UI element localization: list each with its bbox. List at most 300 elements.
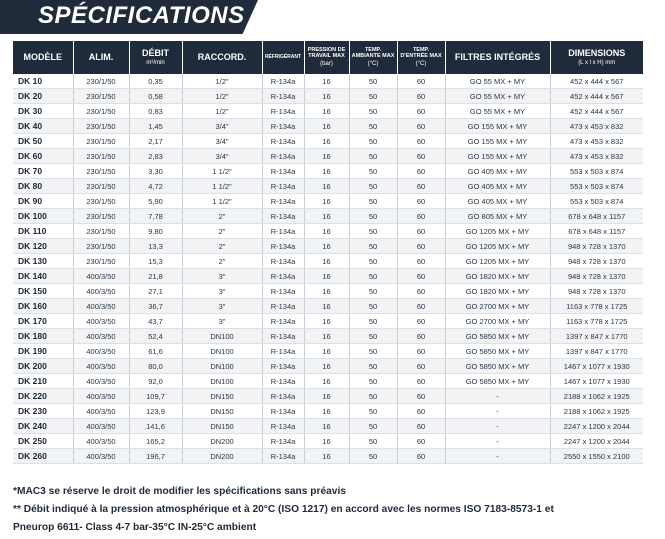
cell-temp-ambiante: 50 [349, 434, 397, 449]
table-row [13, 329, 643, 344]
cell-alim: 230/1/50 [73, 239, 129, 254]
cell-alim: 230/1/50 [73, 119, 129, 134]
table-row [13, 134, 643, 149]
cell-dimensions: 2188 x 1062 x 1925 [550, 389, 643, 404]
cell-model: DK 80 [13, 179, 73, 194]
cell-filtres: GO 155 MX + MY [445, 134, 550, 149]
cell-temp-ambiante: 50 [349, 269, 397, 284]
cell-alim: 400/3/50 [73, 344, 129, 359]
table-row [13, 269, 643, 284]
cell-refrigerant: R-134a [262, 149, 304, 164]
cell-refrigerant: R-134a [262, 449, 304, 464]
cell-refrigerant: R-134a [262, 254, 304, 269]
cell-raccord: 2" [182, 239, 262, 254]
cell-dimensions: 2550 x 1550 x 2100 [550, 449, 643, 464]
cell-temp-ambiante: 50 [349, 374, 397, 389]
cell-model: DK 160 [13, 299, 73, 314]
cell-pression: 16 [304, 434, 349, 449]
cell-temp-entree: 60 [397, 179, 445, 194]
cell-raccord: 2" [182, 224, 262, 239]
cell-temp-ambiante: 50 [349, 134, 397, 149]
table-row [13, 389, 643, 404]
cell-temp-entree: 60 [397, 389, 445, 404]
cell-debit: 5,90 [129, 194, 182, 209]
cell-dimensions: 1163 x 778 x 1725 [550, 299, 643, 314]
cell-raccord: 1 1/2" [182, 164, 262, 179]
header-filtres: FILTRES INTÉGRÉS [445, 41, 550, 74]
cell-raccord: DN100 [182, 344, 262, 359]
table-row [13, 194, 643, 209]
cell-alim: 400/3/50 [73, 404, 129, 419]
cell-model: DK 120 [13, 239, 73, 254]
cell-refrigerant: R-134a [262, 134, 304, 149]
cell-raccord: 2" [182, 209, 262, 224]
cell-debit: 80,0 [129, 359, 182, 374]
cell-dimensions: 473 x 453 x 832 [550, 119, 643, 134]
table-row [13, 149, 643, 164]
cell-filtres: GO 155 MX + MY [445, 119, 550, 134]
cell-refrigerant: R-134a [262, 314, 304, 329]
cell-model: DK 140 [13, 269, 73, 284]
cell-temp-ambiante: 50 [349, 329, 397, 344]
cell-refrigerant: R-134a [262, 359, 304, 374]
header-raccord: RACCORD. [182, 41, 262, 74]
cell-alim: 400/3/50 [73, 419, 129, 434]
cell-pression: 16 [304, 329, 349, 344]
cell-refrigerant: R-134a [262, 329, 304, 344]
header-alim: ALIM. [73, 41, 129, 74]
cell-raccord: 3/4" [182, 149, 262, 164]
cell-debit: 0,83 [129, 104, 182, 119]
table-row [13, 314, 643, 329]
table-header-row [13, 41, 643, 74]
cell-pression: 16 [304, 134, 349, 149]
cell-model: DK 200 [13, 359, 73, 374]
cell-temp-ambiante: 50 [349, 89, 397, 104]
cell-temp-entree: 60 [397, 134, 445, 149]
cell-pression: 16 [304, 164, 349, 179]
cell-model: DK 240 [13, 419, 73, 434]
table-row [13, 404, 643, 419]
cell-temp-entree: 60 [397, 239, 445, 254]
cell-refrigerant: R-134a [262, 209, 304, 224]
cell-filtres: GO 1205 MX + MY [445, 224, 550, 239]
cell-pression: 16 [304, 119, 349, 134]
cell-temp-entree: 60 [397, 269, 445, 284]
cell-model: DK 180 [13, 329, 73, 344]
cell-pression: 16 [304, 149, 349, 164]
table-row [13, 434, 643, 449]
table-row [13, 284, 643, 299]
cell-refrigerant: R-134a [262, 104, 304, 119]
footnotes [13, 483, 653, 537]
cell-temp-entree: 60 [397, 299, 445, 314]
cell-raccord: DN150 [182, 389, 262, 404]
cell-dimensions: 452 x 444 x 567 [550, 104, 643, 119]
cell-temp-entree: 60 [397, 314, 445, 329]
cell-debit: 7,78 [129, 209, 182, 224]
cell-alim: 400/3/50 [73, 314, 129, 329]
cell-dimensions: 1163 x 778 x 1725 [550, 314, 643, 329]
cell-dimensions: 2247 x 1200 x 2044 [550, 434, 643, 449]
cell-filtres: - [445, 389, 550, 404]
cell-alim: 230/1/50 [73, 179, 129, 194]
cell-dimensions: 452 x 444 x 567 [550, 89, 643, 104]
cell-alim: 400/3/50 [73, 449, 129, 464]
cell-pression: 16 [304, 449, 349, 464]
header-pression: PRESSION DE TRAVAIL MAX (bar) [304, 41, 349, 74]
cell-pression: 16 [304, 314, 349, 329]
cell-refrigerant: R-134a [262, 164, 304, 179]
cell-temp-ambiante: 50 [349, 194, 397, 209]
cell-model: DK 60 [13, 149, 73, 164]
cell-refrigerant: R-134a [262, 74, 304, 89]
cell-pression: 16 [304, 74, 349, 89]
cell-temp-entree: 60 [397, 119, 445, 134]
cell-temp-entree: 60 [397, 74, 445, 89]
cell-pression: 16 [304, 179, 349, 194]
cell-temp-ambiante: 50 [349, 179, 397, 194]
cell-filtres: - [445, 449, 550, 464]
cell-refrigerant: R-134a [262, 434, 304, 449]
cell-filtres: GO 1205 MX + MY [445, 239, 550, 254]
cell-filtres: GO 1205 MX + MY [445, 254, 550, 269]
cell-temp-entree: 60 [397, 359, 445, 374]
cell-alim: 400/3/50 [73, 329, 129, 344]
cell-model: DK 30 [13, 104, 73, 119]
cell-raccord: 3" [182, 284, 262, 299]
header-dimensions: DIMENSIONS (L x l x H) mm [550, 41, 643, 74]
cell-pression: 16 [304, 284, 349, 299]
cell-temp-entree: 60 [397, 194, 445, 209]
cell-refrigerant: R-134a [262, 374, 304, 389]
cell-raccord: DN150 [182, 419, 262, 434]
cell-alim: 230/1/50 [73, 149, 129, 164]
cell-model: DK 250 [13, 434, 73, 449]
cell-model: DK 260 [13, 449, 73, 464]
table-row [13, 449, 643, 464]
cell-debit: 9,80 [129, 224, 182, 239]
cell-debit: 1,45 [129, 119, 182, 134]
cell-dimensions: 1397 x 847 x 1770 [550, 329, 643, 344]
header-debit: DÉBIT m³/min [129, 41, 182, 74]
cell-pression: 16 [304, 269, 349, 284]
cell-temp-entree: 60 [397, 329, 445, 344]
cell-temp-ambiante: 50 [349, 74, 397, 89]
cell-filtres: GO 405 MX + MY [445, 164, 550, 179]
cell-dimensions: 948 x 728 x 1370 [550, 239, 643, 254]
cell-debit: 0,35 [129, 74, 182, 89]
cell-alim: 400/3/50 [73, 434, 129, 449]
footnote-flow-conditions: ** Débit indiqué à la pression atmosphérique et à 20°C (ISO 1217) en accord avec les normes ISO 7183-8573-1 et [13, 504, 554, 515]
specifications-table [13, 41, 643, 464]
cell-pression: 16 [304, 359, 349, 374]
table-row [13, 164, 643, 179]
cell-filtres: GO 55 MX + MY [445, 89, 550, 104]
cell-dimensions: 1397 x 847 x 1770 [550, 344, 643, 359]
cell-refrigerant: R-134a [262, 299, 304, 314]
header-temp-entree: TEMP. D'ENTRÉE MAX (°C) [397, 41, 445, 74]
page-title: SPÉCIFICATIONS [38, 2, 245, 29]
cell-raccord: DN100 [182, 359, 262, 374]
cell-model: DK 90 [13, 194, 73, 209]
cell-alim: 230/1/50 [73, 224, 129, 239]
cell-temp-entree: 60 [397, 164, 445, 179]
cell-temp-entree: 60 [397, 89, 445, 104]
cell-temp-ambiante: 50 [349, 284, 397, 299]
cell-debit: 2,17 [129, 134, 182, 149]
cell-temp-ambiante: 50 [349, 149, 397, 164]
cell-temp-entree: 60 [397, 374, 445, 389]
cell-dimensions: 948 x 728 x 1370 [550, 269, 643, 284]
cell-debit: 36,7 [129, 299, 182, 314]
cell-dimensions: 553 x 503 x 874 [550, 179, 643, 194]
cell-debit: 27,1 [129, 284, 182, 299]
cell-dimensions: 452 x 444 x 567 [550, 74, 643, 89]
cell-refrigerant: R-134a [262, 224, 304, 239]
cell-model: DK 40 [13, 119, 73, 134]
table-row [13, 74, 643, 89]
cell-dimensions: 948 x 728 x 1370 [550, 284, 643, 299]
header-model: MODÈLE [13, 41, 73, 74]
cell-raccord: 2" [182, 254, 262, 269]
table-row [13, 239, 643, 254]
cell-raccord: DN100 [182, 374, 262, 389]
cell-temp-entree: 60 [397, 254, 445, 269]
table-row [13, 299, 643, 314]
cell-debit: 52,4 [129, 329, 182, 344]
cell-pression: 16 [304, 89, 349, 104]
cell-model: DK 190 [13, 344, 73, 359]
cell-model: DK 110 [13, 224, 73, 239]
cell-debit: 141,6 [129, 419, 182, 434]
cell-alim: 230/1/50 [73, 134, 129, 149]
cell-debit: 4,72 [129, 179, 182, 194]
cell-dimensions: 678 x 648 x 1157 [550, 224, 643, 239]
cell-filtres: GO 1820 MX + MY [445, 284, 550, 299]
cell-temp-ambiante: 50 [349, 224, 397, 239]
cell-filtres: GO 5850 MX + MY [445, 344, 550, 359]
cell-pression: 16 [304, 419, 349, 434]
cell-raccord: DN100 [182, 329, 262, 344]
cell-model: DK 170 [13, 314, 73, 329]
cell-temp-ambiante: 50 [349, 314, 397, 329]
cell-temp-ambiante: 50 [349, 164, 397, 179]
cell-temp-entree: 60 [397, 104, 445, 119]
cell-pression: 16 [304, 209, 349, 224]
cell-alim: 230/1/50 [73, 104, 129, 119]
cell-refrigerant: R-134a [262, 404, 304, 419]
cell-alim: 400/3/50 [73, 359, 129, 374]
cell-raccord: 1 1/2" [182, 179, 262, 194]
cell-dimensions: 1467 x 1077 x 1930 [550, 374, 643, 389]
cell-pression: 16 [304, 344, 349, 359]
cell-debit: 61,6 [129, 344, 182, 359]
table-row [13, 359, 643, 374]
cell-pression: 16 [304, 254, 349, 269]
cell-pression: 16 [304, 389, 349, 404]
cell-temp-entree: 60 [397, 404, 445, 419]
cell-temp-ambiante: 50 [349, 344, 397, 359]
cell-model: DK 210 [13, 374, 73, 389]
cell-debit: 0,58 [129, 89, 182, 104]
table-row [13, 179, 643, 194]
cell-dimensions: 948 x 728 x 1370 [550, 254, 643, 269]
cell-model: DK 150 [13, 284, 73, 299]
cell-raccord: 1/2" [182, 104, 262, 119]
cell-refrigerant: R-134a [262, 119, 304, 134]
cell-dimensions: 473 x 453 x 832 [550, 149, 643, 164]
cell-temp-entree: 60 [397, 149, 445, 164]
cell-pression: 16 [304, 104, 349, 119]
table-row [13, 104, 643, 119]
cell-refrigerant: R-134a [262, 389, 304, 404]
cell-raccord: DN200 [182, 449, 262, 464]
cell-filtres: GO 5850 MX + MY [445, 359, 550, 374]
cell-model: DK 230 [13, 404, 73, 419]
cell-refrigerant: R-134a [262, 179, 304, 194]
cell-filtres: - [445, 419, 550, 434]
cell-raccord: 3/4" [182, 119, 262, 134]
cell-debit: 13,3 [129, 239, 182, 254]
table-row [13, 254, 643, 269]
cell-model: DK 220 [13, 389, 73, 404]
cell-temp-ambiante: 50 [349, 119, 397, 134]
cell-temp-entree: 60 [397, 209, 445, 224]
cell-refrigerant: R-134a [262, 284, 304, 299]
header-temp-ambiante: TEMP. AMBIANTE MAX (°C) [349, 41, 397, 74]
cell-filtres: GO 405 MX + MY [445, 179, 550, 194]
cell-raccord: 3" [182, 299, 262, 314]
cell-temp-ambiante: 50 [349, 404, 397, 419]
cell-raccord: DN200 [182, 434, 262, 449]
cell-dimensions: 2247 x 1200 x 2044 [550, 419, 643, 434]
cell-raccord: 3" [182, 314, 262, 329]
cell-model: DK 10 [13, 74, 73, 89]
cell-dimensions: 473 x 453 x 832 [550, 134, 643, 149]
cell-raccord: 1/2" [182, 89, 262, 104]
cell-refrigerant: R-134a [262, 269, 304, 284]
cell-temp-ambiante: 50 [349, 209, 397, 224]
footnote-standards: Pneurop 6611- Class 4-7 bar-35°C IN-25°C ambient [13, 522, 257, 533]
cell-temp-ambiante: 50 [349, 359, 397, 374]
cell-debit: 196,7 [129, 449, 182, 464]
cell-filtres: GO 805 MX + MY [445, 209, 550, 224]
footnote-disclaimer: *MAC3 se réserve le droit de modifier les spécifications sans préavis [13, 486, 346, 497]
cell-model: DK 70 [13, 164, 73, 179]
cell-debit: 15,3 [129, 254, 182, 269]
cell-alim: 230/1/50 [73, 194, 129, 209]
cell-debit: 92,0 [129, 374, 182, 389]
cell-debit: 123,9 [129, 404, 182, 419]
cell-dimensions: 1467 x 1077 x 1930 [550, 359, 643, 374]
cell-dimensions: 553 x 503 x 874 [550, 194, 643, 209]
cell-model: DK 50 [13, 134, 73, 149]
cell-alim: 230/1/50 [73, 89, 129, 104]
cell-raccord: 1/2" [182, 74, 262, 89]
cell-alim: 230/1/50 [73, 209, 129, 224]
table-row [13, 344, 643, 359]
cell-filtres: GO 55 MX + MY [445, 104, 550, 119]
cell-filtres: GO 405 MX + MY [445, 194, 550, 209]
cell-debit: 2,83 [129, 149, 182, 164]
cell-temp-ambiante: 50 [349, 254, 397, 269]
cell-filtres: GO 1820 MX + MY [445, 269, 550, 284]
cell-filtres: GO 155 MX + MY [445, 149, 550, 164]
cell-dimensions: 2188 x 1062 x 1925 [550, 404, 643, 419]
cell-debit: 3,30 [129, 164, 182, 179]
cell-temp-ambiante: 50 [349, 104, 397, 119]
cell-alim: 400/3/50 [73, 374, 129, 389]
cell-filtres: GO 2700 MX + MY [445, 314, 550, 329]
cell-filtres: - [445, 434, 550, 449]
cell-alim: 400/3/50 [73, 389, 129, 404]
cell-model: DK 130 [13, 254, 73, 269]
table-row [13, 209, 643, 224]
cell-temp-ambiante: 50 [349, 299, 397, 314]
cell-pression: 16 [304, 194, 349, 209]
cell-filtres: - [445, 404, 550, 419]
cell-alim: 400/3/50 [73, 269, 129, 284]
header-refrigerant: RÉFRIGÉRANT [262, 41, 304, 74]
cell-model: DK 100 [13, 209, 73, 224]
cell-temp-entree: 60 [397, 344, 445, 359]
cell-refrigerant: R-134a [262, 344, 304, 359]
cell-model: DK 20 [13, 89, 73, 104]
cell-temp-entree: 60 [397, 434, 445, 449]
cell-filtres: GO 5850 MX + MY [445, 374, 550, 389]
table-row [13, 374, 643, 389]
cell-filtres: GO 2700 MX + MY [445, 299, 550, 314]
cell-temp-ambiante: 50 [349, 239, 397, 254]
cell-raccord: 1 1/2" [182, 194, 262, 209]
cell-temp-ambiante: 50 [349, 449, 397, 464]
cell-debit: 21,8 [129, 269, 182, 284]
cell-pression: 16 [304, 299, 349, 314]
cell-dimensions: 678 x 648 x 1157 [550, 209, 643, 224]
table-row [13, 224, 643, 239]
cell-alim: 400/3/50 [73, 284, 129, 299]
cell-refrigerant: R-134a [262, 419, 304, 434]
cell-filtres: GO 55 MX + MY [445, 74, 550, 89]
cell-alim: 230/1/50 [73, 254, 129, 269]
cell-temp-ambiante: 50 [349, 389, 397, 404]
cell-alim: 230/1/50 [73, 74, 129, 89]
cell-refrigerant: R-134a [262, 194, 304, 209]
cell-pression: 16 [304, 224, 349, 239]
cell-temp-entree: 60 [397, 449, 445, 464]
table-row [13, 419, 643, 434]
cell-temp-entree: 60 [397, 419, 445, 434]
cell-pression: 16 [304, 239, 349, 254]
cell-temp-entree: 60 [397, 224, 445, 239]
cell-debit: 43,7 [129, 314, 182, 329]
cell-raccord: 3/4" [182, 134, 262, 149]
cell-raccord: DN150 [182, 404, 262, 419]
cell-alim: 230/1/50 [73, 164, 129, 179]
cell-debit: 165,2 [129, 434, 182, 449]
table-row [13, 89, 643, 104]
cell-filtres: GO 5850 MX + MY [445, 329, 550, 344]
cell-pression: 16 [304, 404, 349, 419]
cell-refrigerant: R-134a [262, 89, 304, 104]
cell-debit: 109,7 [129, 389, 182, 404]
cell-refrigerant: R-134a [262, 239, 304, 254]
cell-dimensions: 553 x 503 x 874 [550, 164, 643, 179]
cell-alim: 400/3/50 [73, 299, 129, 314]
cell-temp-ambiante: 50 [349, 419, 397, 434]
cell-pression: 16 [304, 374, 349, 389]
